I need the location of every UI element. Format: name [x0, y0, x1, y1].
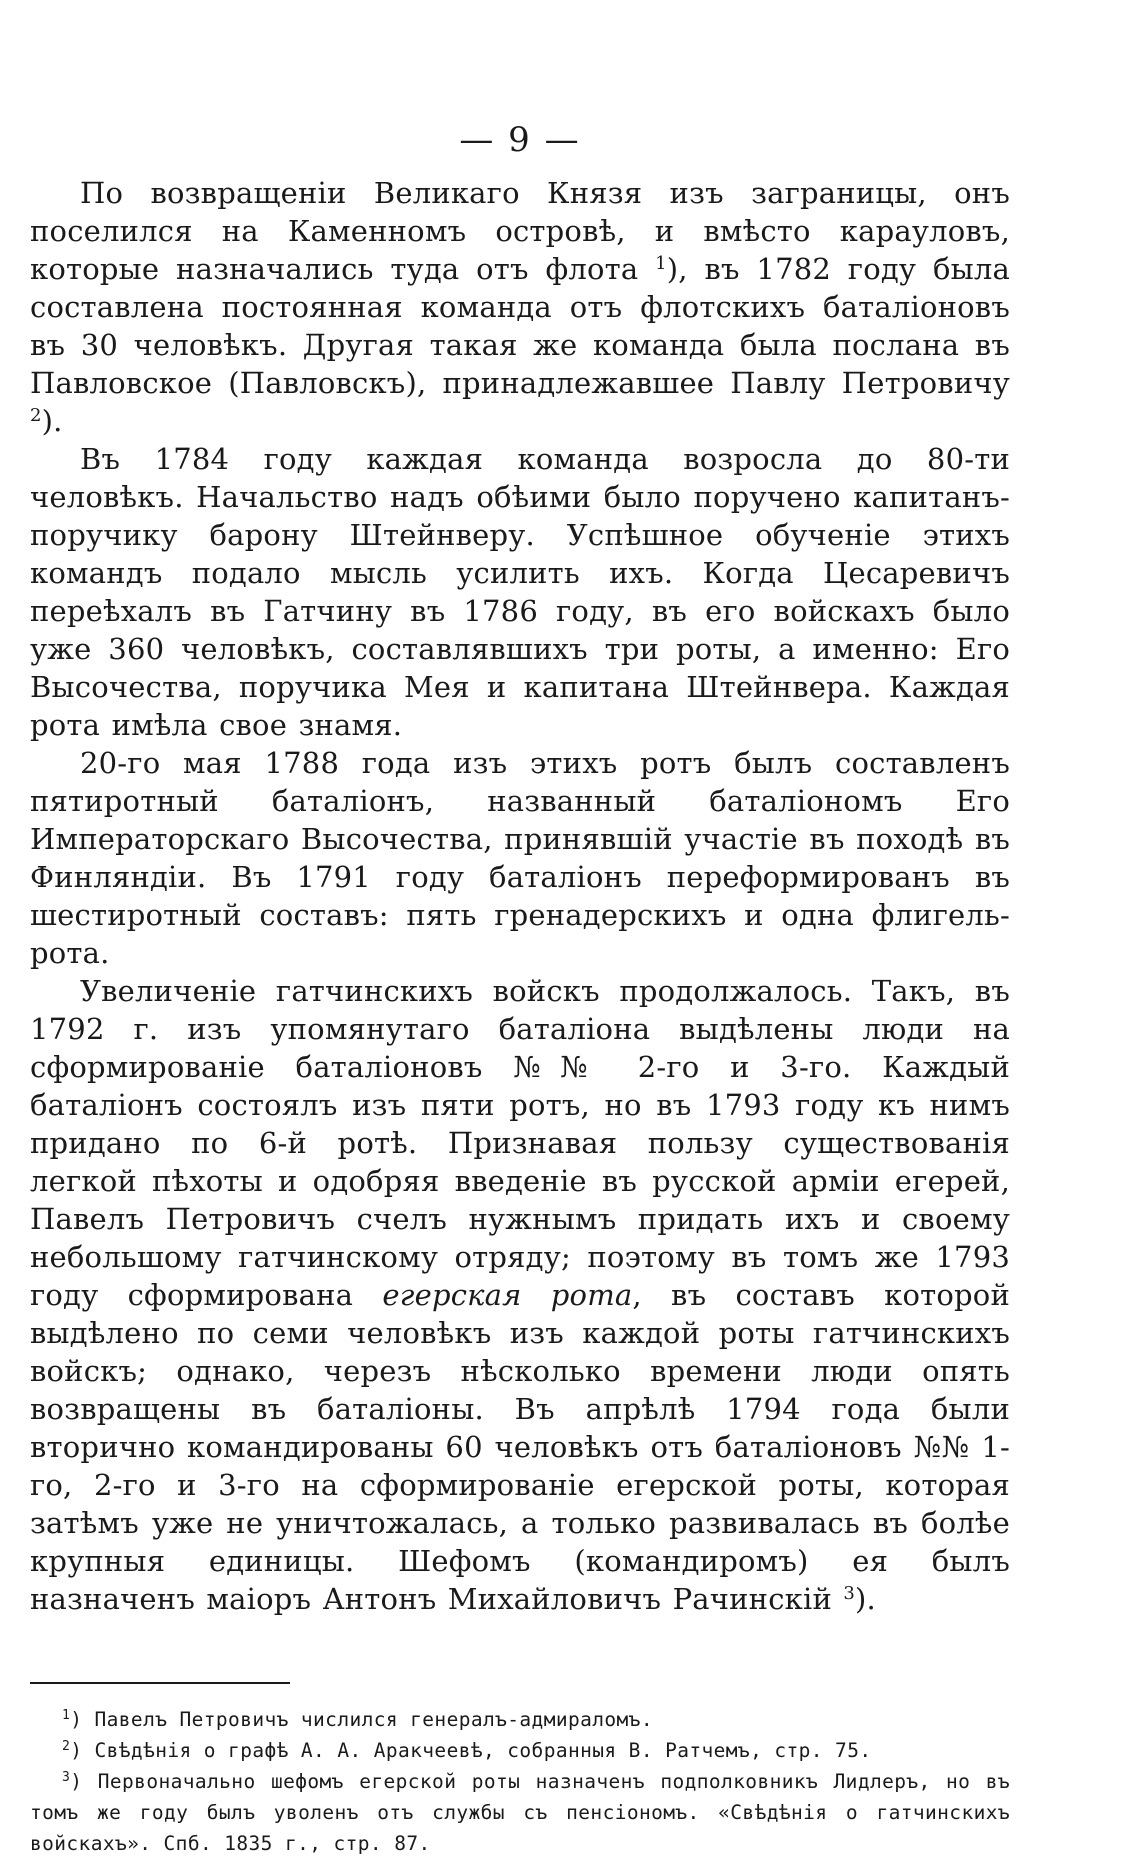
- paragraph-3: 20-го мая 1788 года изъ этихъ ротъ былъ составленъ пятиротный баталіонъ, названный баталіономъ Его Императорскаго Высочества, принявшій участіе въ походѣ въ Финляндіи. Въ 1791 году баталіонъ переформированъ въ шестиротный составъ: пять гренадерскихъ и одна флигель-рота.: [30, 746, 1010, 970]
- footnote-text-2: ) Свѣдѣнія о графѣ А. А. Аракчеевѣ, собранныя В. Ратчемъ, стр. 75.: [70, 1739, 872, 1762]
- footnote-ref-2: 2: [30, 405, 42, 426]
- footnote-mark-3: 3: [62, 1770, 71, 1785]
- footnote-mark-1: 1: [62, 1708, 71, 1723]
- paragraph-1: [30, 174, 1010, 440]
- footnote-ref-3: 3: [843, 1583, 856, 1604]
- footnote-1: [30, 1704, 1010, 1735]
- footnote-text-1: ) Павелъ Петровичъ числился генералъ-адмираломъ.: [70, 1708, 653, 1731]
- paragraph-1-text-end: ).: [41, 404, 63, 438]
- main-text: [30, 174, 1010, 1618]
- paragraph-4-text-cont: , въ составъ которой выдѣлено по семи человѣкъ изъ каждой роты гатчинскихъ войскъ; однако, черезъ нѣсколько времени люди опять возвращены въ баталіоны. Въ апрѣлѣ 1794 года были вторично командированы 60 человѣкъ отъ баталіоновъ №№ 1-го, 2-го и 3-го на сформированіе егерской роты, которая затѣмъ уже не уничтожалась, а только развивалась въ болѣе крупныя единицы. Шефомъ (командиромъ) ея былъ назначенъ маіоръ Антонъ Михайловичъ Рачинскій: [30, 1278, 1010, 1616]
- footnote-mark-2: 2: [62, 1739, 71, 1754]
- book-page: [30, 120, 1010, 1859]
- footnote-text-3: ) Первоначально шефомъ егерской роты назначенъ подполковникъ Лидлеръ, но въ томъ же году былъ уволенъ отъ службы съ пенсіономъ. «Свѣдѣнія о гатчинскихъ войскахъ». Спб. 1835 г., стр. 87.: [30, 1770, 1010, 1855]
- footnote-ref-1: 1: [655, 253, 667, 274]
- paragraph-1-text: По возвращеніи Великаго Князя изъ заграницы, онъ поселился на Каменномъ островѣ, и вмѣсто карауловъ, которые назначались туда отъ флота: [30, 176, 1010, 286]
- paragraph-4: [30, 972, 1010, 1618]
- paragraph-1-text-cont: ), въ 1782 году была составлена постоянная команда отъ флотскихъ баталіоновъ въ 30 человѣкъ. Другая такая же команда была послана въ Павловское (Павловскъ), принадлежавшее Павлу Петровичу: [30, 252, 1010, 400]
- paragraph-4-text-end: ).: [855, 1582, 876, 1616]
- footnotes: [30, 1704, 1010, 1859]
- footnote-3: [30, 1766, 1010, 1859]
- footnote-divider: [30, 1682, 290, 1684]
- footnote-2: [30, 1735, 1010, 1766]
- paragraph-4-text: Увеличеніе гатчинскихъ войскъ продолжалось. Такъ, въ 1792 г. изъ упомянутаго баталіона выдѣлены люди на сформированіе баталіоновъ №№ 2-го и 3-го. Каждый баталіонъ состоялъ изъ пяти ротъ, но въ 1793 году къ нимъ придано по 6-й ротѣ. Признавая пользу существованія легкой пѣхоты и одобряя введеніе въ русской арміи егерей, Павелъ Петровичъ счелъ нужнымъ придать ихъ и своему небольшому гатчинскому отряду; поэтому въ томъ же 1793 году сформирована: [30, 974, 1010, 1312]
- paragraph-2: Въ 1784 году каждая команда возросла до 80-ти человѣкъ. Начальство надъ обѣими было поручено капитанъ-поручику барону Штейнверу. Успѣшное обученіе этихъ командъ подало мысль усилить ихъ. Когда Цесаревичъ переѣхалъ въ Гатчину въ 1786 году, въ его войскахъ было уже 360 человѣкъ, составлявшихъ три роты, а именно: Его Высочества, поручика Мея и капитана Штейнвера. Каждая рота имѣла свое знамя.: [30, 442, 1010, 742]
- italic-term: егерская рота: [382, 1278, 633, 1312]
- page-number: — 9 —: [459, 120, 581, 160]
